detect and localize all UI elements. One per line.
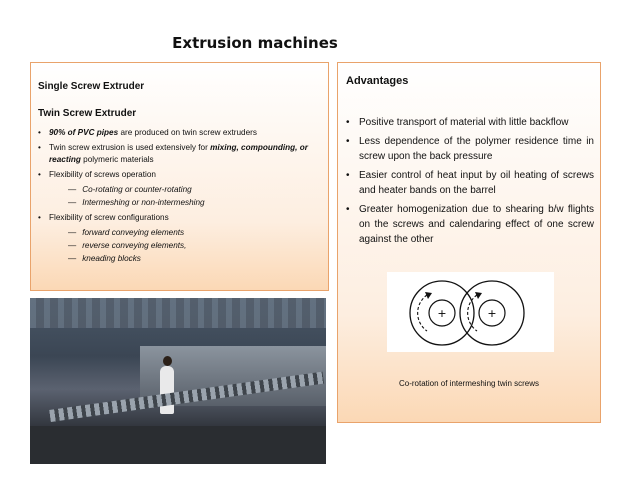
advantages-heading: Advantages [346,75,409,87]
left-plus-mark: + [437,307,447,320]
photo-person-head [163,356,172,366]
advantage-item: • Less dependence of the polymer residence time in screw upon the back pressure [346,134,594,164]
slide-title: Extrusion machines [172,34,338,52]
sub-item: — forward conveying elements [38,227,323,239]
sub-item: — Intermeshing or non-intermeshing [38,197,323,209]
single-screw-heading: Single Screw Extruder [38,81,145,92]
right-plus-mark: + [487,307,497,320]
sub-item: — kneading blocks [38,253,323,265]
twin-screw-diagram-svg [387,272,554,352]
bullet-configuration: • Flexibility of screw configurations [38,212,323,224]
diagram-caption: Co-rotation of intermeshing twin screws [398,379,540,388]
twin-screw-panel [30,62,329,291]
advantages-list [346,115,594,251]
photo-person [160,366,174,414]
advantage-item: • Positive transport of material with little backflow [346,115,594,130]
bullet-mixing: • Twin screw extrusion is used extensively for mixing, compounding, or reacting polymeric materials [38,142,323,166]
twin-screw-bullets [38,127,323,266]
sub-item: — Co-rotating or counter-rotating [38,184,323,196]
right-rotation-arrow [468,295,477,331]
extruder-factory-photo [30,298,326,464]
advantages-panel [337,62,601,423]
advantage-item: • Easier control of heat input by oil heating of screws and heater bands on the barrel [346,168,594,198]
twin-screw-heading: Twin Screw Extruder [38,108,137,119]
left-rotation-arrow [418,295,427,331]
sub-item: — reverse conveying elements, [38,240,323,252]
photo-roof [30,298,326,328]
photo-floor [30,426,326,464]
co-rotation-diagram [387,272,554,352]
advantage-item: • Greater homogenization due to shearing b/w flights on the screws and calendaring effect of one screw against the other [346,202,594,247]
bullet-pvc: • 90% of PVC pipes are produced on twin screw extruders [38,127,323,139]
bullet-operation: • Flexibility of screws operation [38,169,323,181]
